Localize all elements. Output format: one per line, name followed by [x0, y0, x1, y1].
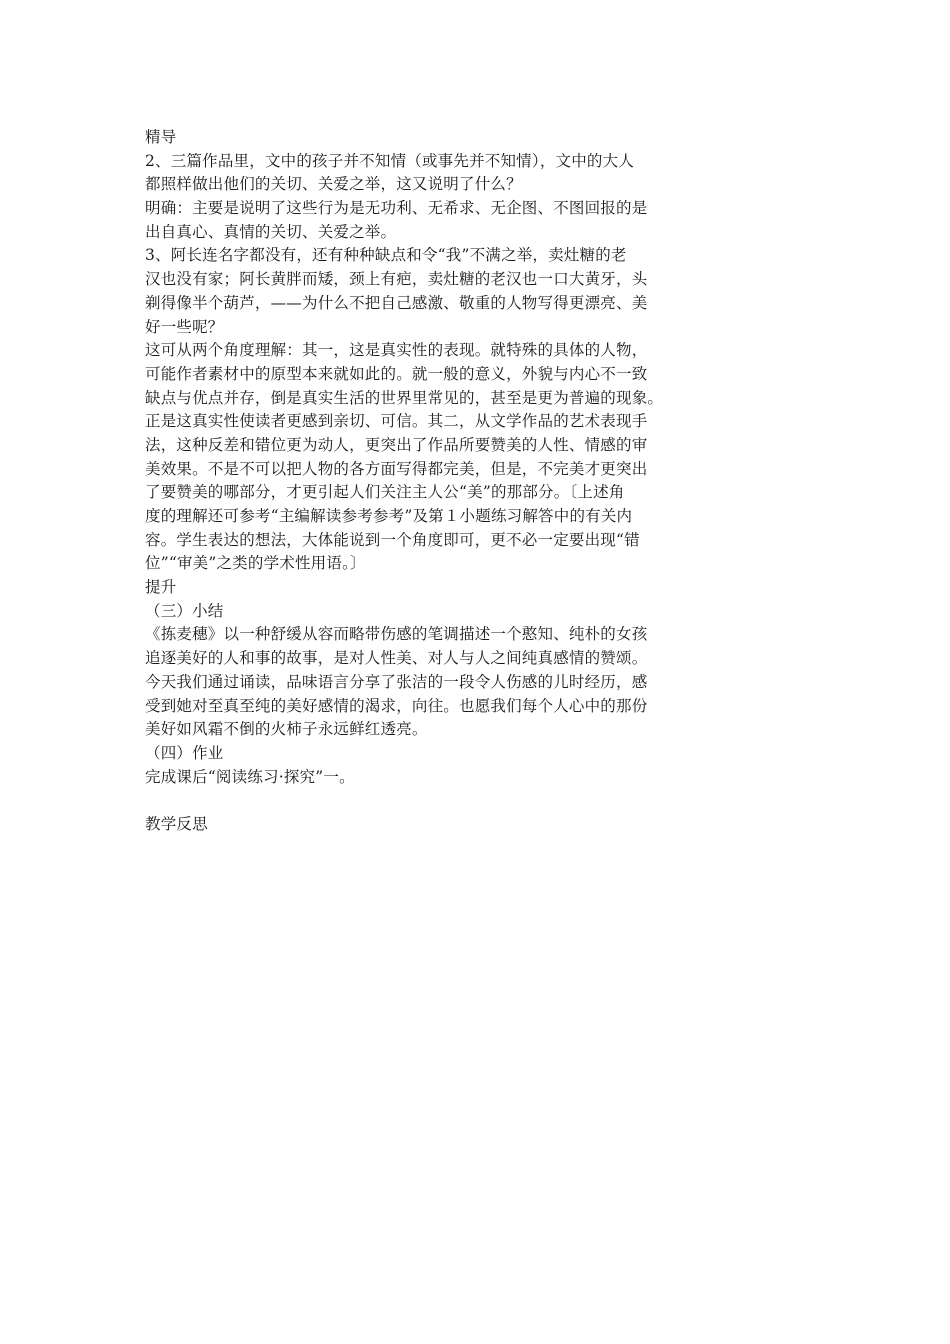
text-line: 剃得像半个葫芦，——为什么不把自己感激、敬重的人物写得更漂亮、美 [145, 293, 648, 312]
blank-line [145, 789, 705, 813]
text-line: 这可从两个角度理解：其一，这是真实性的表现。就特殊的具体的人物， [145, 341, 648, 360]
text-line: 今天我们通过诵读，品味语言分享了张洁的一段令人伤感的儿时经历，感 [145, 672, 648, 691]
text-line: 好一些呢？ [145, 317, 224, 336]
text-line: 2、三篇作品里，文中的孩子并不知情（或事先并不知情），文中的大人 [145, 151, 635, 170]
text-line: 完成课后“阅读练习·探究”一。 [145, 767, 355, 786]
text-line: 位”“审美”之类的学术性用语。〕 [145, 554, 366, 573]
text-line: 都照样做出他们的关切、关爱之举，这又说明了什么？ [145, 175, 522, 194]
text-line: 了要赞美的哪部分，才更引起人们关注主人公“美”的那部分。〔上述角 [145, 483, 625, 502]
text-line: 明确：主要是说明了这些行为是无功利、无希求、无企图、不图回报的是 [145, 199, 648, 218]
subsection-heading: （四）作业 [145, 743, 224, 762]
text-line: 出自真心、真情的关切、关爱之举。 [145, 222, 397, 241]
text-line: 缺点与优点并存，倒是真实生活的世界里常见的，甚至是更为普遍的现象。 [145, 388, 664, 407]
text-line: 容。学生表达的想法，大体能说到一个角度即可，更不必一定要出现“错 [145, 530, 640, 549]
text-line: 法，这种反差和错位更为动人，更突出了作品所要赞美的人性、情感的审 [145, 435, 648, 454]
text-line: 追逐美好的人和事的故事，是对人性美、对人与人之间纯真感情的赞颂。 [145, 649, 648, 668]
document-body [145, 126, 705, 837]
text-line: 度的理解还可参考“主编解读参考参考”及第１小题练习解答中的有关内 [145, 507, 633, 525]
text-line: 3、阿长连名字都没有，还有种种缺点和令“我”不满之举，卖灶糖的老 [145, 246, 627, 265]
text-line: 《拣麦穗》以一种舒缓从容而略带伤感的笔调描述一个憨知、纯朴的女孩 [145, 625, 648, 644]
subsection-heading: （三）小结 [145, 601, 224, 620]
text-line: 美效果。不是不可以把人物的各方面写得都完美，但是，不完美才更突出 [145, 459, 648, 478]
text-line: 可能作者素材中的原型本来就如此的。就一般的意义，外貌与内心不一致 [145, 364, 648, 383]
text-line: 正是这真实性使读者更感到亲切、可信。其二，从文学作品的艺术表现手 [145, 412, 648, 431]
text-line: 汉也没有家；阿长黄胖而矮，颈上有疤，卖灶糖的老汉也一口大黄牙，头 [145, 270, 648, 289]
section-heading: 精导 [145, 128, 177, 146]
section-heading: 教学反思 [145, 814, 208, 833]
text-line: 美好如风霜不倒的火柿子永远鲜红透亮。 [145, 720, 428, 739]
text-line: 受到她对至真至纯的美好感情的渴求，向往。也愿我们每个人心中的那份 [145, 696, 648, 715]
section-heading: 提升 [145, 578, 177, 597]
